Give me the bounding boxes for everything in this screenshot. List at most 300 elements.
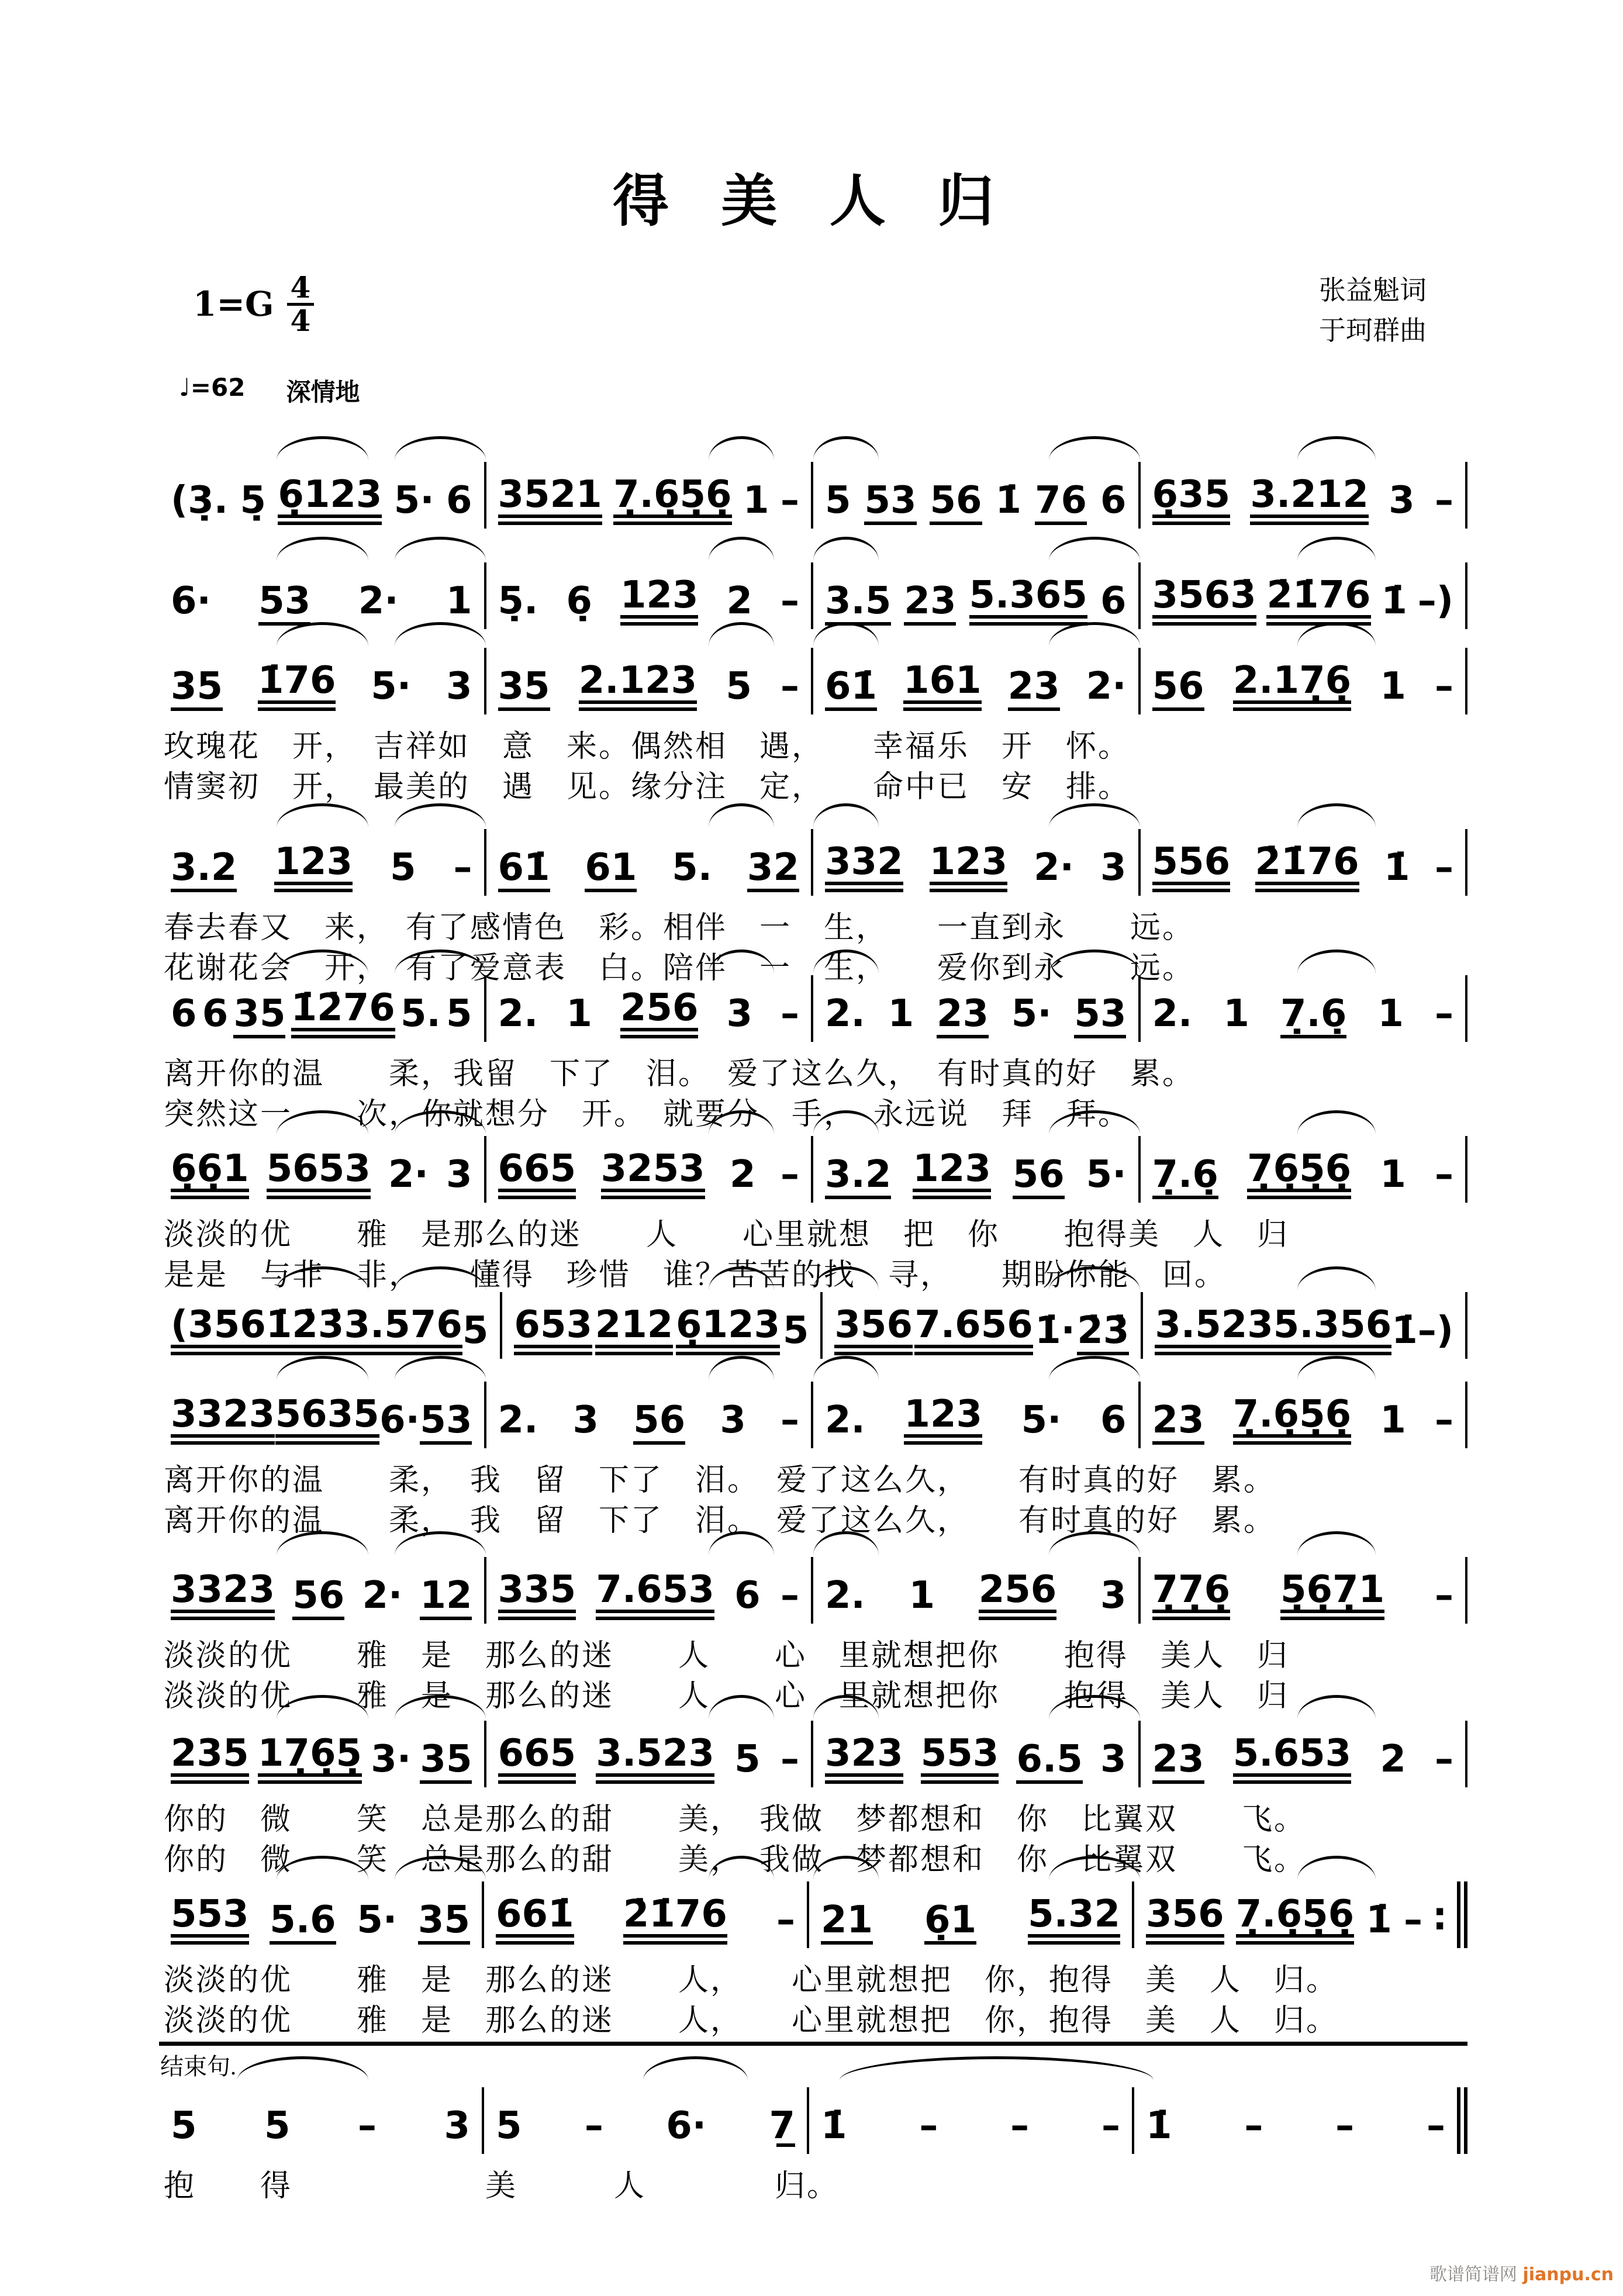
lyrics-line-1: 离开你的温 柔，我留 下了 泪。 爱了这么久， 有时真的好 累。	[164, 1058, 1195, 1091]
measure	[159, 1382, 486, 1448]
note-token: –	[1435, 1153, 1453, 1196]
measure	[486, 462, 814, 529]
note-token: 123	[274, 843, 353, 892]
notation-row	[159, 2087, 1467, 2154]
note-token: –	[1435, 1399, 1453, 1442]
note-token: 35	[418, 1901, 470, 1945]
measure	[159, 562, 486, 629]
note-token: 1	[446, 579, 472, 623]
note-token: 1	[1380, 665, 1406, 708]
note-token: 6·	[666, 2104, 707, 2147]
key-label: 1=G	[193, 284, 274, 324]
lyrics-line-2: 淡淡的优 雅 是 那么的迷 人 心 里就想把你 抱得 美人 归	[164, 1679, 1290, 1713]
note-token: 5·	[1021, 1399, 1062, 1442]
note-token: 2.	[1152, 992, 1193, 1035]
note-token: 7̣7̣6̣	[1152, 1571, 1231, 1620]
music-system-6	[159, 1136, 1467, 1296]
slur-arc	[813, 1356, 879, 1380]
lyrics-line-1: 玫瑰花 开， 吉祥如 意 来。偶然相 遇， 幸福乐 开 怀。	[164, 730, 1131, 764]
note-token: 3.2	[825, 1156, 891, 1199]
note-token: 2̇1̇76	[1255, 843, 1359, 892]
note-token: 1̇76	[258, 662, 336, 711]
measure	[1141, 829, 1468, 896]
note-token: 1̇	[1366, 1898, 1392, 1942]
note-token: –	[781, 479, 799, 522]
note-token: 6	[1100, 1399, 1127, 1442]
note-token: 1	[566, 992, 592, 1035]
ending-system	[159, 2042, 1467, 2207]
time-signature	[287, 270, 315, 338]
slur-arc	[813, 436, 879, 460]
note-token: 6	[1100, 479, 1127, 522]
note-token: 2.123	[579, 662, 697, 711]
measure	[484, 1881, 809, 1948]
slur-arc	[395, 537, 486, 561]
note-token: 2.	[825, 1574, 865, 1617]
measure	[486, 1136, 814, 1203]
note-token: 1̇	[1146, 2104, 1172, 2147]
measure	[1134, 1881, 1467, 1948]
note-token: –)	[1417, 1309, 1453, 1352]
note-token: 161	[903, 662, 982, 711]
note-token: 1̇	[1381, 579, 1407, 623]
note-token: 3	[1100, 1738, 1127, 1781]
note-token: 3.212	[1250, 476, 1368, 525]
note-token: 3323	[171, 1571, 275, 1620]
measure	[813, 1557, 1141, 1624]
lyrics-line-2: 你的 微 笑 总是那么的甜 美， 我做 梦都想和 你 比翼双 飞。	[164, 1843, 1307, 1877]
note-token: 665	[498, 1150, 576, 1199]
composer-credit: 于珂群曲	[1319, 315, 1427, 346]
measure	[1141, 562, 1468, 629]
note-token: –	[1435, 1574, 1453, 1617]
note-token: 6̣123	[676, 1306, 780, 1355]
note-token: 5	[496, 2104, 522, 2147]
note-token: 5	[726, 665, 752, 708]
measure	[1141, 462, 1468, 529]
note-token: 23	[904, 582, 956, 626]
notation-row	[159, 1382, 1467, 1448]
note-token: 1	[909, 1574, 935, 1617]
notation-row	[159, 1881, 1467, 1948]
note-token: (3̣.	[171, 479, 229, 522]
measure	[486, 829, 814, 896]
slur-arc	[1049, 537, 1141, 561]
note-token: –	[781, 1574, 799, 1617]
note-token: 123	[913, 1150, 991, 1199]
credits	[1319, 270, 1427, 351]
lyrics-line-2: 突然这一 次，你就想分 开。 就要分 手， 永远说 拜 拜。	[164, 1097, 1131, 1131]
note-token: 61̇	[498, 849, 550, 892]
note-token: 2̇3̇	[1077, 1312, 1129, 1355]
note-token: 6	[171, 992, 197, 1035]
note-token: 5·	[1011, 992, 1052, 1035]
measure	[502, 1292, 823, 1359]
note-token: –	[1434, 992, 1453, 1035]
note-token: 23	[937, 995, 989, 1038]
note-token: 35	[420, 1741, 472, 1784]
tempo-marking: ♩=62	[179, 373, 246, 402]
note-token: 1̇	[995, 479, 1021, 522]
lyrics-line-1: 淡淡的优 雅 是 那么的迷 人 心 里就想把你 抱得 美人 归	[164, 1639, 1290, 1673]
note-token: –	[781, 579, 799, 623]
note-token: 335	[498, 1571, 576, 1620]
note-token: 5.365	[969, 576, 1087, 626]
note-token: 3	[1100, 846, 1127, 889]
note-token: 1	[743, 479, 769, 522]
note-token: –	[781, 665, 799, 708]
note-token: 665	[498, 1735, 576, 1784]
note-token: 7.653	[596, 1571, 714, 1620]
measure	[1141, 1382, 1468, 1448]
note-token: ∶	[1434, 1898, 1445, 1942]
notation-row	[159, 562, 1467, 629]
note-token: 2·	[1034, 846, 1074, 889]
slur-arc	[1297, 1356, 1376, 1380]
note-token: –	[584, 2104, 603, 2147]
measure	[1141, 1721, 1468, 1787]
note-token: 5	[264, 2104, 291, 2147]
slur-arc	[395, 1356, 486, 1380]
note-token: –	[1335, 2104, 1355, 2147]
note-token: –	[1435, 665, 1453, 708]
note-token: –	[358, 2104, 377, 2147]
note-token: 5	[171, 2104, 197, 2147]
note-token: 21	[821, 1901, 873, 1945]
music-system-2	[159, 562, 1467, 629]
music-system-3	[159, 648, 1467, 807]
note-token: 1	[1377, 992, 1404, 1035]
note-token: 1	[1380, 1153, 1406, 1196]
note-token: 23	[1152, 1401, 1204, 1445]
slur-arc	[277, 436, 368, 460]
note-token: –	[919, 2104, 938, 2147]
measure	[813, 1382, 1141, 1448]
note-token: –	[781, 992, 799, 1035]
notation-row	[159, 1136, 1467, 1203]
notation-row	[159, 462, 1467, 529]
note-token: 3253	[601, 1150, 705, 1199]
slur-arc	[1049, 436, 1141, 460]
expression-marking: 深情地	[286, 378, 360, 406]
note-token: 1	[1223, 992, 1249, 1035]
measure	[813, 562, 1141, 629]
notation-row	[159, 1557, 1467, 1624]
measure	[159, 1292, 502, 1359]
measure	[823, 1292, 1143, 1359]
note-token: 6	[1100, 579, 1127, 623]
note-token: 3.2	[171, 849, 237, 892]
note-token: 212	[595, 1306, 674, 1355]
note-token: 653	[514, 1306, 592, 1355]
note-token: –	[780, 1153, 799, 1196]
note-token: 5·	[357, 1898, 398, 1942]
measure	[813, 1136, 1141, 1203]
note-token: 5̣.	[498, 579, 538, 623]
note-token: 3323	[171, 1396, 275, 1445]
measure	[1141, 1136, 1468, 1203]
note-token: 1	[1380, 1399, 1406, 1442]
note-token: –)	[1417, 579, 1453, 623]
note-token: 3·	[371, 1738, 412, 1781]
slur-arc	[277, 537, 368, 561]
note-token: 5.356	[1273, 1306, 1391, 1355]
note-token: 5̣6̣7̣1	[1280, 1571, 1384, 1620]
note-token: 56	[1152, 668, 1204, 711]
note-token: –	[1404, 1898, 1423, 1942]
lyrics-line-1: 淡淡的优 雅 是那么的迷 人 心里就想 把 你 抱得美 人 归	[164, 1218, 1290, 1252]
note-token: 2·	[388, 1153, 429, 1196]
measure	[159, 1721, 486, 1787]
note-token: 6̣123	[278, 476, 382, 525]
note-token: 3.523	[596, 1735, 714, 1784]
note-token: 23	[1008, 668, 1060, 711]
key-signature	[193, 270, 314, 338]
note-token: 53	[258, 582, 310, 626]
meter-numerator: 4	[287, 274, 315, 306]
note-token: 6·	[171, 579, 211, 623]
measure	[486, 975, 814, 1042]
note-token: –	[780, 1399, 799, 1442]
note-token: 6̣35	[1152, 476, 1231, 525]
note-token: 2.	[498, 992, 538, 1035]
note-token: 61̇	[825, 668, 877, 711]
slur-arc	[395, 436, 486, 460]
note-token: 7̣.6̣	[1280, 995, 1346, 1038]
note-token: 2.	[825, 1399, 865, 1442]
music-system-11	[159, 1881, 1467, 2041]
watermark-site-url: jianpu.cn	[1522, 2264, 1614, 2285]
lyrics-line-1: 你的 微 笑 总是那么的甜 美， 我做 梦都想和 你 比翼双 飞。	[164, 1803, 1307, 1836]
note-token: 3.5	[825, 582, 891, 626]
lyricist-credit: 张益魁词	[1319, 274, 1427, 306]
note-token: 3521	[498, 476, 602, 525]
note-token: –	[453, 846, 472, 889]
song-title: 得 美 人 归	[612, 168, 1011, 234]
note-token: –	[781, 1738, 799, 1781]
tempo-line	[179, 373, 360, 408]
note-token: (356	[171, 1306, 266, 1355]
note-token: 553	[921, 1735, 999, 1784]
music-system-5	[159, 975, 1467, 1135]
lyrics-line-1: 离开你的温 柔， 我 留 下了 泪。 爱了这么久， 有时真的好 累。	[164, 1464, 1276, 1497]
note-token: 76	[1035, 482, 1087, 525]
note-token: 2	[726, 579, 752, 623]
note-token: 2.	[825, 992, 865, 1035]
lyrics-line-1: 抱 得 美 人 归。	[164, 2170, 840, 2203]
measure	[486, 1557, 814, 1624]
note-token: 323	[825, 1735, 903, 1784]
note-token: 56	[930, 482, 982, 525]
note-token: 5	[446, 992, 472, 1035]
measure	[486, 1721, 814, 1787]
note-token: 3	[446, 665, 472, 708]
lyrics-line-1: 淡淡的优 雅 是 那么的迷 人， 心里就想把 你，抱得 美 人 归。	[164, 1964, 1339, 1997]
measure	[159, 1881, 484, 1948]
note-token: 5	[782, 1309, 809, 1352]
note-token: 5	[389, 846, 416, 889]
note-token: 5.32	[1028, 1896, 1120, 1945]
lyrics-line-2: 淡淡的优 雅 是 那么的迷 人， 心里就想把 你，抱得 美 人 归。	[164, 2004, 1339, 2038]
note-token: 2̇1̇76	[1266, 576, 1370, 626]
lyrics-line-1: 春去春又 来， 有了感情色 彩。相伴 一 生， 一直到永 远。	[164, 912, 1195, 945]
note-token: 1	[888, 992, 914, 1035]
note-token: 356	[834, 1306, 913, 1355]
note-token: 7̣.6̣5̣6̣	[1233, 1396, 1351, 1445]
note-token: 1̇	[1391, 1309, 1418, 1352]
measure	[159, 2087, 484, 2154]
note-token: 32	[747, 849, 799, 892]
notation-row	[159, 1721, 1467, 1787]
measure	[159, 648, 486, 714]
note-token: 61	[585, 849, 637, 892]
slur-arc	[709, 436, 774, 460]
slur-arc	[813, 537, 879, 561]
note-token: 3	[444, 2104, 470, 2147]
note-token: 256	[979, 1571, 1057, 1620]
measure	[813, 975, 1141, 1042]
measure	[486, 1382, 814, 1448]
measure	[486, 648, 814, 714]
note-token: 3	[572, 1399, 599, 1442]
note-token: 3.576	[344, 1306, 462, 1355]
ending-phrase-label: 结束句.	[160, 2053, 236, 2080]
measure	[813, 829, 1141, 896]
note-token: 123	[904, 1396, 982, 1445]
lyrics-line-2: 是是 与非 非， 懂得 珍惜 谁？苦苦的找 寻， 期盼你能 回。	[164, 1258, 1227, 1292]
note-token: 35	[233, 995, 285, 1038]
note-token: 553	[171, 1896, 249, 1945]
slur-arc	[709, 1356, 774, 1380]
measure	[1134, 2087, 1467, 2154]
note-token: –	[1434, 846, 1453, 889]
measure	[159, 829, 486, 896]
note-token: 256	[620, 989, 699, 1038]
note-token: 2·	[362, 1574, 403, 1617]
measure	[1141, 1557, 1468, 1624]
note-token: 3	[1100, 1574, 1127, 1617]
note-token: 17̣6̣5̣	[258, 1735, 362, 1784]
note-token: 35	[498, 668, 550, 711]
measure	[159, 975, 486, 1042]
music-system-7	[159, 1292, 1467, 1359]
music-system-8	[159, 1382, 1467, 1541]
note-token: 56	[633, 1401, 685, 1445]
notation-row	[159, 648, 1467, 714]
measure	[486, 562, 814, 629]
note-token: 53	[420, 1401, 472, 1445]
note-token: 56	[1013, 1156, 1065, 1199]
slur-arc	[709, 537, 774, 561]
note-token: 2	[1380, 1738, 1406, 1781]
note-token: 6̣6̣1	[171, 1150, 249, 1199]
note-token: 6	[446, 479, 472, 522]
slur-arc	[277, 1356, 368, 1380]
measure	[159, 1136, 486, 1203]
note-token: 2.17̣6̣	[1233, 662, 1351, 711]
note-token: 661̇	[496, 1896, 574, 1945]
note-token: 5	[734, 1738, 761, 1781]
note-token: 1̇	[821, 2104, 847, 2147]
measure	[809, 2087, 1134, 2154]
notation-row	[159, 829, 1467, 896]
note-token: 2̇1̇76	[623, 1896, 727, 1945]
notation-row	[159, 975, 1467, 1042]
note-token: –	[1426, 2104, 1445, 2147]
note-token: 7̣.6̣5̣6̣	[613, 476, 731, 525]
note-token: 7.656	[914, 1306, 1032, 1355]
note-token: 53	[864, 482, 916, 525]
measure	[813, 462, 1141, 529]
slur-arc	[1049, 1356, 1141, 1380]
note-token: 5	[825, 479, 851, 522]
note-token: 3.523	[1155, 1306, 1273, 1355]
note-token: 7̣.6̣5̣6̣	[1236, 1896, 1354, 1945]
lyrics-line-2: 离开你的温 柔， 我 留 下了 泪。 爱了这么久， 有时真的好 累。	[164, 1504, 1276, 1538]
note-token: 123	[930, 843, 1008, 892]
measure	[809, 1881, 1134, 1948]
lyrics-line-2: 花谢花会 开， 有了爱意表 白。陪伴 一 生， 爱你到永 远。	[164, 951, 1195, 985]
note-token: 5635	[275, 1396, 379, 1445]
note-token: 1̇·	[1035, 1309, 1075, 1352]
note-token: 3563̇	[1152, 576, 1256, 626]
note-token: 5·	[393, 479, 434, 522]
note-token: 6̣1	[924, 1901, 976, 1945]
note-token: 356	[1146, 1896, 1224, 1945]
note-token: 56	[292, 1577, 344, 1620]
note-token: –	[1244, 2104, 1263, 2147]
note-token: 1̇2̇76	[291, 989, 395, 1038]
note-token: 6·	[379, 1399, 420, 1442]
note-token: 2	[730, 1153, 756, 1196]
note-token: 7̲	[769, 2104, 795, 2147]
note-token: 332	[825, 843, 903, 892]
measure	[813, 648, 1141, 714]
note-token: 6̣	[566, 579, 592, 623]
note-token: –	[1435, 1738, 1453, 1781]
note-token: 5·	[371, 665, 412, 708]
note-token: 6.5	[1016, 1741, 1082, 1784]
measure	[1141, 975, 1468, 1042]
note-token: 5	[462, 1309, 489, 1352]
slur-arc	[1297, 537, 1376, 561]
measure	[1143, 1292, 1467, 1359]
note-token: 2·	[1086, 665, 1127, 708]
note-token: 6	[202, 992, 229, 1035]
measure	[159, 462, 486, 529]
note-token: 5·	[1086, 1153, 1127, 1196]
note-token: 3	[726, 992, 752, 1035]
note-token: 235	[171, 1735, 249, 1784]
music-system-9	[159, 1557, 1467, 1717]
note-token: 1̇2̇3̇	[266, 1306, 344, 1355]
watermark	[1429, 2260, 1614, 2285]
watermark-site-name: 歌谱简谱网	[1429, 2264, 1517, 2285]
notation-row	[159, 1292, 1467, 1359]
meter-denominator: 4	[290, 303, 311, 338]
music-system-1	[159, 462, 1467, 529]
measure	[159, 1557, 486, 1624]
note-token: 123	[620, 576, 699, 626]
note-token: 23	[1152, 1741, 1204, 1784]
note-token: –	[776, 1898, 795, 1942]
note-token: 1̇	[1384, 846, 1410, 889]
note-token: 2·	[358, 579, 399, 623]
music-system-10	[159, 1721, 1467, 1880]
note-token: 5.	[672, 846, 713, 889]
note-token: 2.	[498, 1399, 538, 1442]
note-token: 3	[720, 1399, 746, 1442]
